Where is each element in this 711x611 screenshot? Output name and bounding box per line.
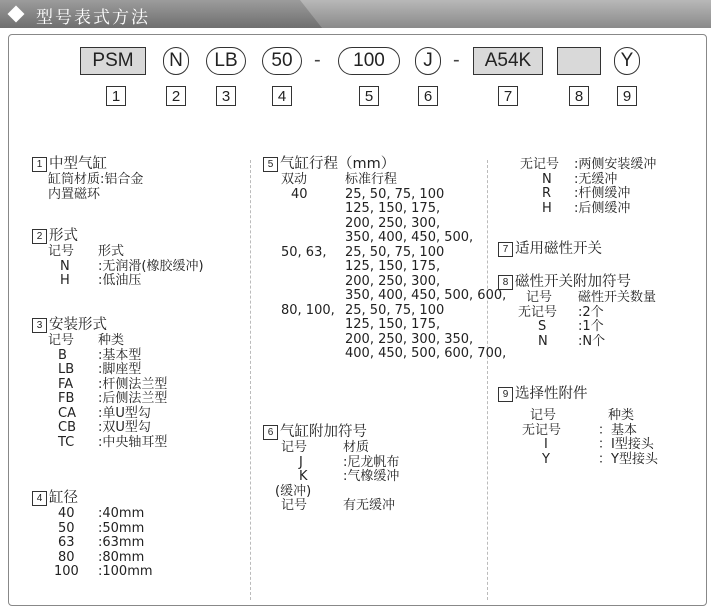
- section-title: 选择性附件: [515, 386, 588, 402]
- section-2: [32, 228, 204, 289]
- row-value: 200, 250, 300, 350,: [345, 331, 474, 347]
- row-value: 400, 450, 500, 600, 700,: [345, 346, 507, 361]
- dash-2: -: [453, 49, 460, 71]
- section-5: [263, 156, 507, 362]
- number-4: 4: [272, 86, 292, 106]
- row-key: CA: [58, 405, 76, 421]
- section-9: [498, 386, 658, 467]
- row-value: 25, 50, 75, 100: [345, 302, 445, 318]
- section-number: 1: [32, 157, 47, 172]
- row-value: :2个: [578, 304, 604, 320]
- row-value: 350, 400, 450, 500, 600,: [345, 288, 507, 303]
- number-8: 8: [569, 86, 589, 106]
- row-value: :低油压: [98, 273, 142, 288]
- line: 内置磁环: [48, 186, 101, 202]
- row-key: 80: [58, 549, 75, 565]
- row-value: 350, 400, 450, 500,: [345, 230, 474, 245]
- col-header: 记号: [48, 333, 75, 348]
- col-header: 记号: [48, 244, 75, 259]
- row-value: :40mm: [98, 506, 145, 521]
- row-value: :尼龙帆布: [343, 454, 400, 470]
- row-key: 无记号: [522, 422, 562, 438]
- row-key: 50: [58, 520, 75, 536]
- segment-lb: LB: [206, 47, 246, 75]
- row-key: 50, 63,: [281, 244, 327, 260]
- row-key: H: [60, 273, 70, 288]
- row-key: H: [542, 200, 552, 216]
- row-key: Y: [542, 451, 550, 467]
- segment-psm: PSM: [80, 47, 146, 75]
- row-key: 40: [58, 506, 75, 521]
- row-key: K: [299, 469, 308, 484]
- row-value: 125, 150, 175,: [345, 201, 441, 216]
- segment-y: Y: [614, 47, 640, 75]
- number-3: 3: [216, 86, 236, 106]
- section-title: 气缸附加符号: [280, 424, 367, 440]
- section-title: 磁性开关附加符号: [515, 274, 631, 290]
- row-value: 25, 50, 75, 100: [345, 186, 445, 202]
- row-value: :单U型勾: [98, 405, 151, 421]
- column-divider-2: [487, 160, 488, 600]
- row-key: 无记号: [520, 157, 560, 172]
- row-value: 200, 250, 300,: [345, 215, 441, 231]
- col-header: 记号: [281, 440, 308, 455]
- row-key: 63: [58, 535, 75, 550]
- segment-blank: [557, 47, 601, 75]
- row-value: :50mm: [98, 520, 145, 536]
- row-value: :两侧安装缓冲: [574, 157, 657, 172]
- section-number: 5: [263, 157, 278, 172]
- section-title: 安装形式: [49, 317, 107, 333]
- section-number: 8: [498, 275, 513, 290]
- col-header: 记号: [530, 408, 557, 423]
- col-header: 材质: [343, 440, 370, 455]
- row-key: 40: [291, 186, 308, 202]
- section-number: 9: [498, 387, 513, 402]
- row-value: 125, 150, 175,: [345, 317, 441, 332]
- row-key: CB: [58, 420, 76, 435]
- number-6: 6: [418, 86, 438, 106]
- number-1: 1: [106, 86, 126, 106]
- row-value: ：Y型接头: [598, 451, 658, 467]
- segment-n: N: [163, 47, 189, 75]
- col-header: 记号: [281, 498, 308, 513]
- row-key: 100: [54, 564, 79, 579]
- row-key: N: [538, 333, 548, 349]
- col-header: 磁性开关数量: [578, 290, 657, 305]
- dash-1: -: [314, 49, 321, 71]
- row-key: J: [299, 454, 303, 470]
- page-title: 型号表式方法: [36, 8, 150, 28]
- section-title: 中型气缸: [49, 156, 107, 172]
- section-number: 6: [263, 425, 278, 440]
- row-value: ：基本: [598, 422, 638, 438]
- row-key: N: [60, 258, 70, 274]
- row-value: :后侧缓冲: [574, 200, 631, 216]
- row-value: :基本型: [98, 347, 142, 363]
- number-9: 9: [617, 86, 637, 106]
- number-7: 7: [498, 86, 518, 106]
- section-title: 适用磁性开关: [515, 241, 602, 257]
- col-header: 种类: [98, 333, 125, 348]
- col-header: 记号: [526, 290, 553, 305]
- row-value: 25, 50, 75, 100: [345, 244, 445, 260]
- sub-label: (缓冲): [275, 483, 312, 499]
- section-7: [498, 241, 602, 258]
- segment-50: 50: [262, 47, 302, 75]
- row-key: S: [538, 319, 547, 334]
- row-value: :杆侧缓冲: [574, 186, 631, 201]
- section-number: 4: [32, 491, 47, 506]
- row-value: :无润滑(橡胶缓冲): [98, 258, 204, 274]
- section-title: 形式: [49, 228, 78, 244]
- section-1: [32, 156, 144, 202]
- title-bar: [0, 0, 711, 28]
- segment-a54k: A54K: [473, 47, 543, 75]
- row-value: :1个: [578, 319, 604, 334]
- number-5: 5: [359, 86, 379, 106]
- section-title: 气缸行程（mm）: [280, 156, 396, 172]
- row-key: B: [58, 347, 67, 363]
- row-key: FB: [58, 391, 75, 406]
- col-header: 有无缓冲: [343, 498, 396, 513]
- row-key: N: [542, 171, 552, 187]
- row-key: 无记号: [518, 304, 558, 320]
- row-value: :杆侧法兰型: [98, 376, 168, 392]
- section-number: 7: [498, 242, 513, 257]
- row-value: :气橡缓冲: [343, 469, 400, 484]
- row-value: 125, 150, 175,: [345, 259, 441, 274]
- section-6: [263, 424, 400, 514]
- row-value: :后侧法兰型: [98, 391, 168, 406]
- row-value: :N个: [578, 333, 606, 349]
- row-value: :无缓冲: [574, 171, 618, 187]
- row-value: :100mm: [98, 564, 153, 579]
- row-key: TC: [58, 434, 75, 450]
- section-8: [498, 274, 657, 349]
- row-value: :中央轴耳型: [98, 434, 168, 450]
- number-2: 2: [166, 86, 186, 106]
- section-4: [32, 490, 153, 580]
- section-number: 2: [32, 229, 47, 244]
- segment-j: J: [415, 47, 441, 75]
- section-title: 缸径: [49, 490, 78, 506]
- line: 缸筒材质:铝合金: [48, 172, 144, 187]
- row-value: :63mm: [98, 535, 145, 550]
- segment-100: 100: [338, 47, 400, 75]
- row-value: :双U型勾: [98, 420, 151, 435]
- section-3: [32, 317, 168, 450]
- row-value: :脚座型: [98, 362, 142, 377]
- col-header: 形式: [98, 244, 125, 259]
- row-key: FA: [58, 376, 74, 392]
- col-header: 种类: [608, 408, 635, 423]
- row-key: I: [544, 437, 548, 452]
- row-value: :80mm: [98, 549, 145, 565]
- column-divider-1: [250, 160, 251, 600]
- row-value: 200, 250, 300,: [345, 273, 441, 289]
- row-key: 80, 100,: [281, 302, 335, 318]
- section-number: 3: [32, 318, 47, 333]
- row-key: LB: [58, 362, 75, 377]
- col-header: 双动: [281, 172, 308, 187]
- row-key: R: [542, 186, 552, 201]
- col-header: 标准行程: [345, 172, 398, 187]
- row-value: ：I型接头: [598, 437, 654, 452]
